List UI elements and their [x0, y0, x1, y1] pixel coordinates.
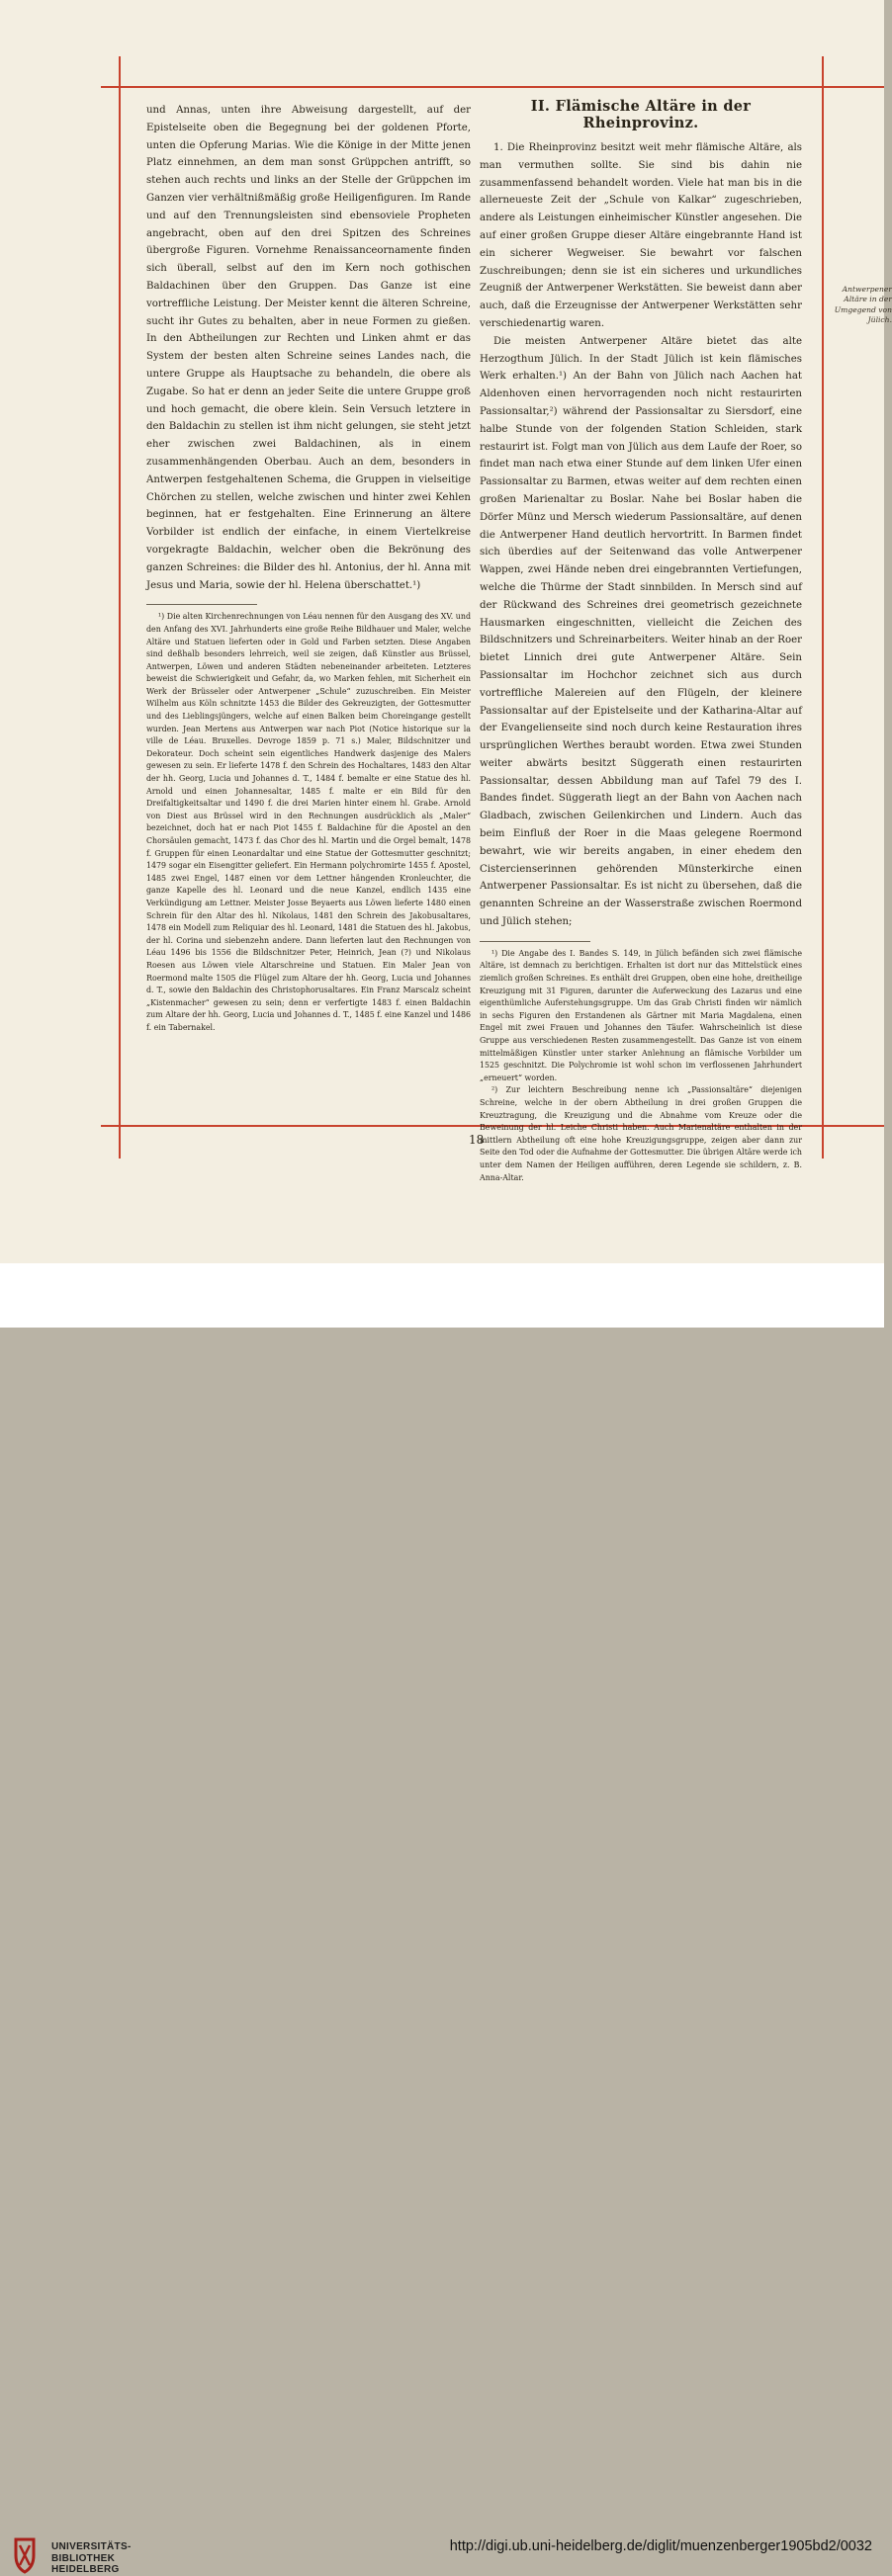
institution-line-2: BIBLIOTHEK	[51, 2552, 116, 2564]
left-footnotes	[146, 611, 471, 1034]
right-column	[480, 98, 802, 1184]
left-body	[146, 102, 471, 594]
footnote-separator	[480, 941, 590, 942]
left-paragraph: und Annas, unten ihre Abweisung dargestellt, auf der Epistelseite oben die Begegnung bei der goldenen Pforte, unten die Opferung Marias. Wie die Könige in der Mitte jenen Platz einnehmen, an dem man sonst Grüppchen antrifft, so stehen auch rechts und links an der Stelle der Grüppchen im Ganzen vier verhältnißmäßig große Heiligenfiguren. Im Rande und auf den Trennungsleisten sind ebensoviele Propheten angebracht, oben auf den drei Spitzen des Schreines übergroße Figuren. Vornehme Renaissanceornamente finden sich überall, selbst auf den im Kern noch gothischen Baldachinen über den Gruppen. Das Ganze ist eine vortreffliche Leistung. Der Meister kennt die älteren Schreine, sucht ihr Gutes zu behalten, aber in neue Formen zu gießen. In den Abtheilungen zur Rechten und Linken ahmt er das System der besten alten Schreine seines Landes nach, die untere Gruppe als Hauptsache zu behandeln, die obere als Zugabe. So hat er denn an jeder Seite die untere Gruppe groß und hoch gemacht, die obere klein. Sein Versuch letztere in den Baldachin zu stellen ist ihm nicht gelungen, sie steht jetzt eher zwischen zwei Baldachinen, als in einem zusammenhängenden Oberbau. Auch an dem, besonders in Antwerpen festgehaltenen Schema, die Gruppen in vielseitige Chörchen zu stellen, welche zwischen und hinter zwei Kehlen beginnen, hat er festgehalten. Eine Erinnerung an ältere Vorbilder ist endlich der einfache, in einem Viertelkreise vorgekragte Baldachin, welcher oben die Bekrönung des ganzen Schreines: die Bilder des hl. Antonius, der hl. Anna mit Jesus und Maria, sowie der hl. Helena überschattet.¹)	[146, 105, 471, 591]
institution-line-1: UNIVERSITÄTS-	[51, 2541, 132, 2552]
right-rule	[822, 56, 824, 1159]
institution-name[interactable]	[51, 2541, 132, 2576]
right-body	[480, 139, 802, 931]
university-library-logo-icon[interactable]	[10, 2535, 40, 2575]
margin-note: Antwerpener Altäre in der Umgegend von Jülich.	[834, 285, 892, 325]
right-footnotes	[480, 948, 802, 1184]
institution-line-3: HEIDELBERG	[51, 2564, 120, 2575]
top-rule	[101, 86, 884, 88]
viewer-footer	[0, 1263, 884, 2575]
scanned-page	[0, 0, 892, 1263]
right-footnote-1: ¹) Die Angabe des I. Bandes S. 149, in Jülich befänden sich zwei flämische Altäre, ist demnach zu berichtigen. Erhalten ist dort nur das Mittelstück eines ziemlich großen Schreines. Es enthält drei Gruppen, oben eine hohe, dreitheilige Kreuzigung mit 31 Figuren, darunter die Auferweckung des Lazarus und eine eigenthümliche Auferstehungsgruppe. Um das Grab Christi finden wir nämlich in sechs Figuren den Erstandenen als Gärtner mit Maria Magdalena, einen Engel mit zwei Frauen und Johannes den Täufer. Wahrscheinlich ist diese Gruppe aus verschiedenen Resten zusammengestellt. Das Ganze ist von einem mittelmäßigen Künstler unter starker Anlehnung an flämische Vorbilder um 1525 geschnitzt. Die Polychromie ist wohl schon im verflossenen Jahrhundert „erneuert“ worden.	[480, 948, 802, 1082]
left-footnote-1: ¹) Die alten Kirchenrechnungen von Léau nennen für den Ausgang des XV. und den Anfang des XVI. Jahrhunderts eine große Reihe Bildhauer und Maler, welche Altäre und Statuen lieferten oder in Gold und Farben setzten. Diese Angaben sind deßhalb besonders lehrreich, weil sie zeigen, daß Künstler aus Brüssel, Antwerpen, Löwen und anderen Städten nebeneinander arbeiteten. Letzteres beweist die Schwierigkeit und Gefahr, da, wo Marken fehlen, mit Sicherheit ein Werk der Brüsseler oder Antwerpener „Schule“ zuzuschreiben. Ein Meister Wilhelm aus Köln schnitzte 1453 die Bilder des Gekreuzigten, der Gottesmutter und des Lieblingsjüngers, welche auf einen Balken beim Choreingange gestellt wurden. Jean Mertens aus Antwerpen war nach Piot (Notice historique sur la ville de Léau. Bruxelles. Devroge 1859 p. 71 s.) Maler, Bildschnitzer und Dekorateur. Doch scheint sein eigentliches Handwerk dasjenige des Malers gewesen zu sein. Er lieferte 1478 f. den Schrein des Hochaltares, 1483 den Altar der hh. Georg, Lucia und Johannes d. T., 1484 f. bemalte er eine Statue des hl. Arnold und einen Johannesaltar, 1485 f. malte er ein Bild für den Dreifaltigkeitsaltar und 1490 f. die drei Marien hinter einem hl. Grabe. Arnold von Diest aus Brüssel wird in den Rechnungen ausdrücklich als „Maler“ bezeichnet, doch hat er nach Piot 1455 f. Baldachine für die Apostel an den Chorsäulen gemacht, 1473 f. das Chor des hl. Martin und die Orgel bemalt, 1478 f. Gruppen für einen Leonardaltar und eine Statue der Gottesmutter geschnitzt; 1479 sogar ein Eisengitter geliefert. Ein Hermann polychromirte 1455 f. Apostel, 1485 zwei Engel, 1487 einen vor dem Lettner hängenden Kronleuchter, die ganze Kapelle des hl. Leonard und die neue Kanzel, endlich 1435 eine Verkündigung am Lettner. Meister Josse Beyaerts aus Löwen lieferte 1480 einen Schrein für den Altar des hl. Nikolaus, 1481 den Schrein des Jakobusaltares, 1478 ein Modell zum Reliquiar des hl. Leonard, 1481 die Statuen des hl. Jakobus, der hl. Corina und siebenzehn andere. Dann lieferten laut den Rechnungen von Léau 1496 bis 1556 die Bildschnitzer Peter, Heinrich, Jean (?) und Nikolaus Roesen aus Löwen viele Altarschreine und Statuen. Ein Maler Jean von Roermond malte 1505 die Flügel zum Altare der hh. Georg, Lucia und Johannes d. T., sowie den Baldachin des Christophorusaltares. Ein Franz Marscalz scheint „Kistenmacher“ gewesen zu sein; denn er verfertigte 1483 f. einen Baldachin zum Altare der hh. Georg, Lucia und Johannes d. T., 1485 f. eine Kanzel und 1486 f. ein Tabernakel.	[146, 612, 471, 1032]
permalink-url[interactable]: http://digi.ub.uni-heidelberg.de/diglit/muenzenberger1905bd2/0032	[449, 2538, 872, 2554]
footnote-separator	[146, 604, 257, 605]
page-number: 18	[469, 1133, 485, 1147]
left-rule	[119, 56, 121, 1159]
right-footnote-2: ²) Zur leichtern Beschreibung nenne ich „Passionsaltäre“ diejenigen Schreine, welche in der obern Abtheilung in drei großen Gruppen die Kreuztragung, die Kreuzigung und die Abnahme vom Kreuze oder die Beweinung der hl. Leiche Christi haben. Auch Marienaltäre enthalten in der mittlern Abtheilung oft eine hohe Kreuzigungsgruppe, zeigen aber dann zur Seite den Tod oder die Aufnahme der Gottesmutter. Die übrigen Altäre werde ich unter dem Namen der Heiligen aufführen, deren Legende sie schildern, z. B. Anna-Altar.	[480, 1085, 802, 1182]
left-column	[146, 102, 471, 1035]
right-paragraph-1: 1. Die Rheinprovinz besitzt weit mehr flämische Altäre, als man vermuthen sollte. Sie sind bis dahin nie zusammenfassend behandelt worden. Viele hat man bis in die allerneueste Zeit der „Schule von Kalkar“ zugeschrieben, andere als Leistungen einheimischer Künstler angesehen. Die auf einer großen Gruppe dieser Altäre eingebrannte Hand ist ein sicherer Wegweiser. Sie bewahrt vor falschen Zuschreibungen; denn sie ist ein sicheres und urkundliches Zeugniß der Antwerpener Werkstätten. Sie beweist dann aber auch, daß die Erzeugnisse der Antwerpener Werkstätten sehr verschiedenartig waren.	[480, 142, 802, 329]
right-paragraph-2: Die meisten Antwerpener Altäre bietet das alte Herzogthum Jülich. In der Stadt Jülich ist kein flämisches Werk erhalten.¹) An der Bahn von Jülich nach Aachen hat Aldenhoven einen hervorragenden noch nicht restaurirten Passionsaltar,²) während der Passionsaltar zu Siersdorf, eine halbe Stunde von der folgenden Station Schleiden, stark restaurirt ist. Folgt man von Jülich aus dem Laufe der Roer, so findet man nach etwa einer Stunde auf dem linken Ufer einen Passionsaltar zu Barmen, etwas weiter auf dem rechten einen großen Marienaltar zu Boslar. Nahe bei Boslar haben die Dörfer Münz und Mersch wiederum Passionsaltäre, auf denen die Antwerpener Hand deutlich hervortritt. In Barmen findet sich überdies auf der Seitenwand das volle Antwerpener Wappen, zwei Hände neben drei eingebrannten Vertiefungen, welche die Thürme der Stadt sinnbilden. In Mersch sind auf der Rückwand des Schreines drei geometrisch gezeichnete Hausmarken eingeschnitten, vielleicht die Zeichen des Bildschnitzers und Schreinarbeiters. Weiter hinab an der Roer bietet Linnich drei gute Antwerpener Altäre. Sein Passionsaltar im Hochchor zeichnet sich aus durch vortreffliche Malereien auf den Flügeln, der kleinere Passionsaltar auf der Epistelseite und der Katharina-Altar auf der Evangelienseite sind noch durch keine Restauration ihres ursprünglichen Werthes beraubt worden. Etwa zwei Stunden weiter abwärts besitzt Süggerath einen restaurirten Passionsaltar, dessen Abbildung man auf Tafel 79 des I. Bandes findet. Süggerath liegt an der Bahn von Aachen nach Gladbach, zwischen Geilenkirchen und Lindern. Auch das beim Einfluß der Roer in die Maas gelegene Roermond bewahrt, wie wir bereits angaben, in einer ehedem den Cistercienserinnen gehörenden Münsterkirche einen Antwerpener Passionsaltar. Es ist nicht zu übersehen, daß die genannten Schreine an der Wasserstraße zwischen Roermond und Jülich stehen;	[480, 335, 802, 928]
section-heading: II. Flämische Altäre in der Rheinprovinz.	[530, 98, 752, 131]
